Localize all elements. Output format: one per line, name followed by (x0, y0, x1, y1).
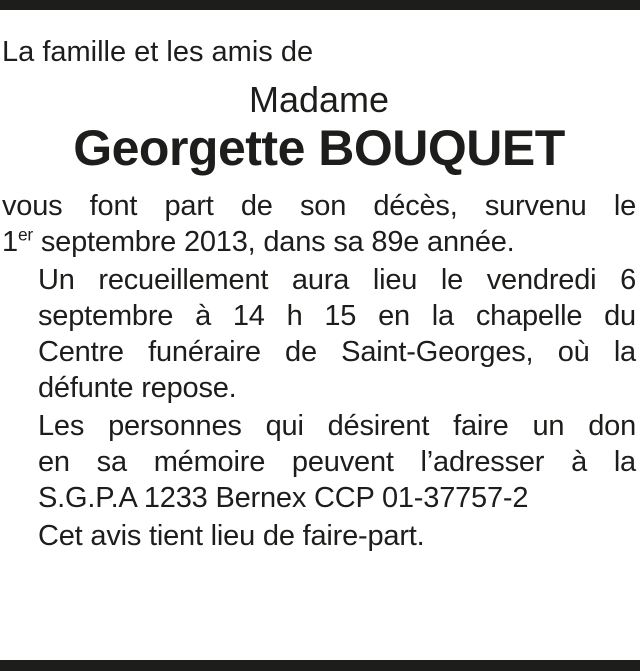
donation-line: Les personnes qui désirent faire un don (38, 410, 636, 442)
top-border-rule (0, 0, 640, 10)
closing-line: Cet avis tient lieu de faire-part. (38, 520, 425, 552)
intro-line: La famille et les amis de (2, 36, 314, 68)
ordinal-suffix: er (17, 224, 34, 245)
ceremony-line: Centre funéraire de Saint-Georges, où la (38, 336, 636, 368)
donation-line: S.G.P.A 1233 Bernex CCP 01-37757-2 (38, 482, 529, 514)
donation-line: en sa mémoire peuvent l’adresser à la (38, 446, 636, 478)
ceremony-paragraph (2, 262, 636, 406)
announcement-paragraph (2, 188, 636, 260)
ceremony-line: septembre à 14 h 15 en la chapelle du (38, 300, 636, 332)
deceased-name: Georgette BOUQUET (73, 120, 565, 176)
ceremony-line: Un recueillement aura lieu le vendredi 6 (38, 264, 636, 296)
day-number: 1 (2, 226, 18, 258)
announcement-date-line (2, 224, 636, 260)
donation-paragraph (2, 408, 636, 516)
date-age-text: septembre 2013, dans sa 89e année. (33, 226, 515, 258)
death-notice (2, 32, 636, 554)
honorific: Madame (248, 79, 390, 120)
bottom-border-rule (0, 660, 640, 671)
announcement-line: vous font part de son décès, survenu le (2, 190, 636, 222)
ceremony-line: défunte repose. (38, 372, 237, 404)
